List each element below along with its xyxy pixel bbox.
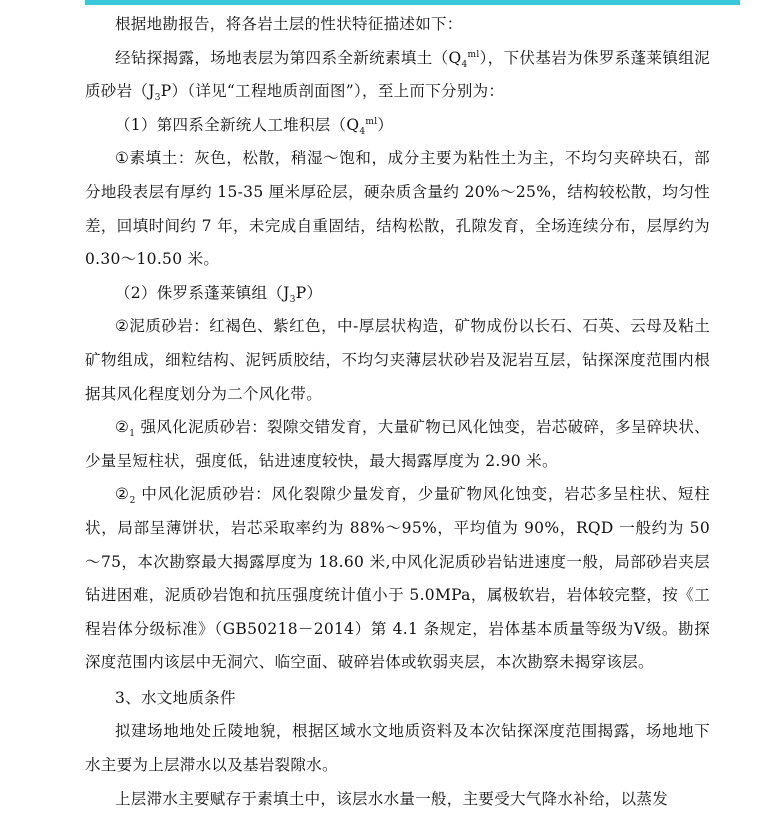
intro-paragraph: 根据地勘报告，将各岩土层的性状特征描述如下： (115, 15, 463, 33)
hydrogeology-heading: 3、水文地质条件 (115, 688, 236, 707)
header-accent-bar (85, 0, 740, 5)
mudstone-paragraph: ②泥质砂岩：红褐色、紫红色，中-厚层状构造，矿物成份以长石、石英、云母及粘土矿物组成，细粒结构、泥钙质胶结，不均匀夹薄层状砂岩及泥岩互层，钻探深度范围内根据其风化程度划分为二个风化带。 (85, 317, 710, 403)
section-heading-jurassic: （2）侏罗系蓬莱镇组$(J_3P)$ (115, 283, 323, 305)
strongly-weathered-paragraph: $②_1$ 强风化泥质砂岩：裂隙交错发育，大量矿物已风化蚀变，岩芯破碎，多呈碎块状、少量呈短柱状，强度低，钻进速度较快，最大揭露厚度为 2.90 米。 (85, 418, 710, 470)
section-heading-quaternary: （1）第四系全新统人工堆积层$(Q_4^{ml})$ (115, 115, 394, 137)
document-body (85, 8, 710, 816)
moderately-weathered-paragraph: $②_2$ 中风化泥质砂岩：风化裂隙少量发育，少量矿物风化蚀变，岩芯多呈柱状、短柱状，局部呈薄饼状，岩芯采取率约为 88%～95%，平均值为 90%，RQD 一般约为 50～75，本次勘察最大揭露厚度为 18.60 米,中风化泥质砂岩钻进速度一般，局部砂岩夹层钻进困难，泥质砂岩饱和抗压强度统计值小于 5.0MPa，属极软岩，岩体较完整，按《工程岩体分级标准》（GB50218－2014）第 4.1 条规定，岩体基本质量等级为Ⅴ级。勘探深度范围内该层中无洞穴、临空面、破碎岩体或软弱夹层，本次勘察未揭穿该层。 (85, 485, 710, 672)
hydrogeology-paragraph-1: 拟建场地地处丘陵地貌，根据区域水文地质资料及本次钻探深度范围揭露，场地地下水主要为上层滞水以及基岩裂隙水。 (85, 722, 710, 775)
overview-paragraph: 经钻探揭露，场地表层为第四系全新统素填土$(Q_4^{ml})$，下伏基岩为侏罗系蓬莱镇组泥质砂岩$(J_3P)$（详见“工程地质剖面图”），至上而下分别为： (85, 48, 710, 104)
fill-soil-paragraph: ①素填土：灰色，松散，稍湿～饱和，成分主要为粘性土为主，不均匀夹碎块石，部分地段表层有厚约 15-35 厘米厚砼层，硬杂质含量约 20%～25%，结构较松散，均匀性差，回填时间约 7 年，未完成自重固结，结构松散，孔隙发育，全场连续分布，层厚约为 0.30～10.50 米。 (85, 149, 710, 269)
hydrogeology-paragraph-2: 上层滞水主要赋存于素填土中，该层水水量一般，主要受大气降水补给，以蒸发 (115, 789, 669, 808)
